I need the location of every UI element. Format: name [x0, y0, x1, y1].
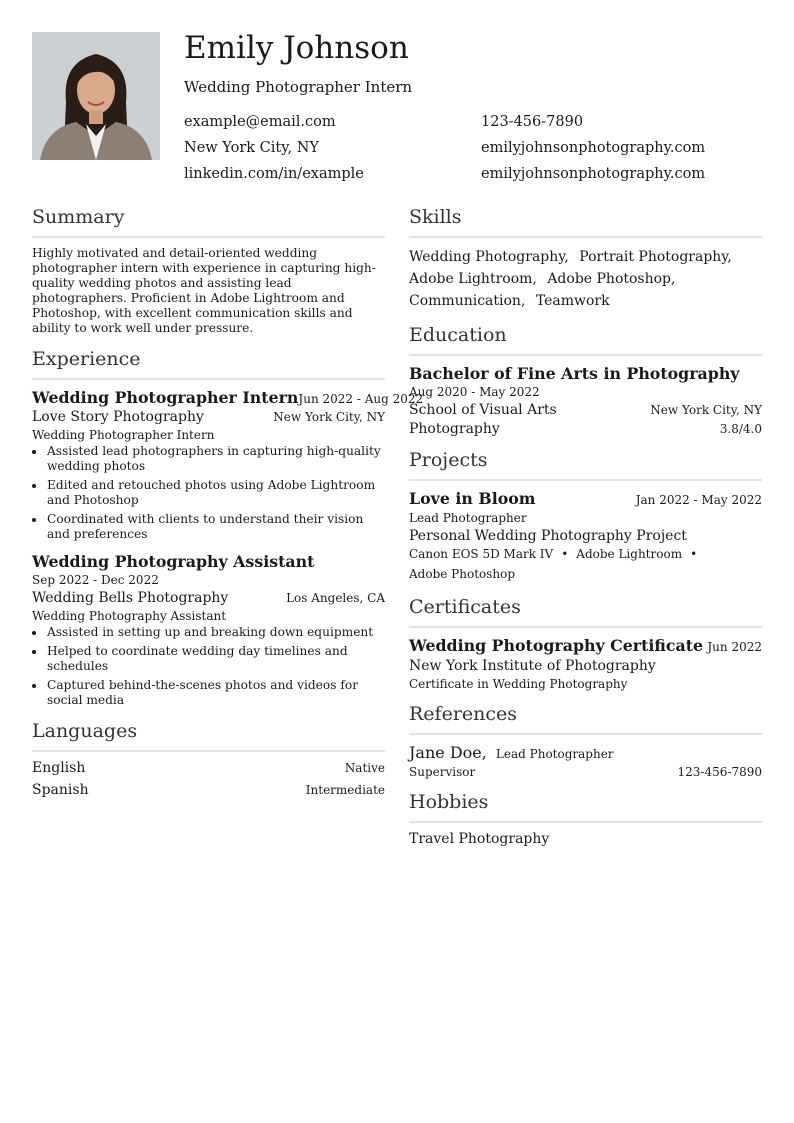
separator-dot: • — [690, 547, 698, 561]
education-heading: Education — [409, 324, 762, 356]
degree-name: Bachelor of Fine Arts in Photography — [409, 364, 740, 383]
skill-item: Teamwork — [535, 293, 610, 309]
language-row — [32, 782, 385, 798]
skill-item: Adobe Lightroom, — [409, 271, 537, 287]
right-column — [409, 206, 762, 859]
languages-heading: Languages — [32, 720, 385, 752]
school-name: School of Visual Arts — [409, 402, 557, 418]
bullet-item: • Assisted in setting up and breaking down equipment — [46, 625, 385, 640]
reference-name: Jane Doe, — [409, 743, 487, 762]
summary-text: Highly motivated and detail-oriented wedding photographer intern with experience in capturing high-quality wedding photos and assisting lead photographers. Proficient in Adobe Lightroom and Photoshop, with excellent communication skills and ability to work well under pressure. — [32, 246, 376, 335]
job-bullets — [32, 444, 385, 542]
project-name: Love in Bloom — [409, 489, 536, 508]
skills-list — [409, 246, 762, 312]
experience-heading: Experience — [32, 348, 385, 380]
candidate-title: Wedding Photographer Intern — [184, 78, 413, 96]
tool-item: Adobe Lightroom — [576, 547, 683, 561]
school-location: New York City, NY — [650, 403, 762, 417]
job-bullets — [32, 625, 385, 708]
language-name: Spanish — [32, 782, 89, 798]
certificate-name: Wedding Photography Certificate — [409, 636, 704, 655]
company-name: Love Story Photography — [32, 409, 204, 425]
languages-section — [32, 720, 385, 798]
candidate-name: Emily Johnson — [184, 30, 409, 66]
project-description: Personal Wedding Photography Project — [409, 528, 687, 544]
language-row — [32, 760, 385, 776]
education-gpa: 3.8/4.0 — [719, 422, 762, 436]
certificate-detail: Certificate in Wedding Photography — [409, 677, 628, 691]
project-tools — [409, 544, 762, 584]
certificate-date: Jun 2022 — [707, 640, 762, 654]
skill-item: Wedding Photography, — [409, 249, 569, 265]
language-level: Native — [344, 761, 385, 775]
experience-item — [32, 552, 385, 708]
skill-item: Communication, — [409, 293, 526, 309]
certificates-section — [409, 596, 762, 691]
location-text: New York City, NY — [184, 140, 319, 156]
profile-photo — [32, 32, 160, 160]
website-link[interactable]: emilyjohnsonphotography.com — [481, 140, 706, 156]
job-location: New York City, NY — [273, 410, 385, 424]
website-link-secondary[interactable]: emilyjohnsonphotography.com — [481, 166, 706, 182]
hobbies-heading: Hobbies — [409, 791, 762, 823]
job-role: Wedding Photographer Intern — [32, 428, 215, 442]
hobbies-section — [409, 791, 762, 847]
projects-section — [409, 449, 762, 584]
experience-section — [32, 348, 424, 708]
summary-section — [32, 206, 385, 336]
job-role: Wedding Photography Assistant — [32, 609, 227, 623]
skills-heading: Skills — [409, 206, 762, 238]
portrait-image — [32, 32, 160, 160]
skill-item: Portrait Photography, — [579, 249, 732, 265]
project-dates: Jan 2022 - May 2022 — [635, 493, 762, 507]
references-section — [409, 703, 762, 779]
tool-item: Adobe Photoshop — [409, 567, 516, 581]
tool-item: Canon EOS 5D Mark IV — [409, 547, 554, 561]
separator-dot: • — [561, 547, 569, 561]
skills-section — [409, 206, 762, 312]
left-column — [32, 206, 424, 810]
projects-heading: Projects — [409, 449, 762, 481]
certificate-issuer: New York Institute of Photography — [409, 658, 656, 674]
education-field: Photography — [409, 421, 500, 437]
reference-position: Lead Photographer — [495, 747, 614, 761]
job-title: Wedding Photography Assistant — [32, 552, 315, 571]
language-level: Intermediate — [305, 783, 385, 797]
language-name: English — [32, 760, 86, 776]
job-dates: Jun 2022 - Aug 2022 — [298, 392, 424, 406]
education-section — [409, 324, 762, 437]
reference-relation: Supervisor — [409, 765, 476, 779]
certificates-heading: Certificates — [409, 596, 762, 628]
company-name: Wedding Bells Photography — [32, 590, 229, 606]
bullet-item: • Captured behind-the-scenes photos and videos for social media — [46, 678, 385, 708]
bullet-item: • Edited and retouched photos using Adobe Lightroom and Photoshop — [46, 478, 385, 508]
summary-heading: Summary — [32, 206, 385, 238]
bullet-item: • Assisted lead photographers in capturing high-quality wedding photos — [46, 444, 385, 474]
bullet-item: • Coordinated with clients to understand their vision and preferences — [46, 512, 385, 542]
job-location: Los Angeles, CA — [286, 591, 385, 605]
email-link[interactable]: example@email.com — [184, 114, 336, 130]
project-role: Lead Photographer — [409, 511, 527, 525]
hobby-item: Travel Photography — [409, 831, 550, 847]
skill-item: Adobe Photoshop, — [547, 271, 676, 287]
job-title: Wedding Photographer Intern — [32, 388, 299, 407]
references-heading: References — [409, 703, 762, 735]
bullet-item: • Helped to coordinate wedding day timelines and schedules — [46, 644, 385, 674]
linkedin-link[interactable]: linkedin.com/in/example — [184, 166, 364, 182]
experience-item — [32, 388, 424, 542]
reference-phone: 123-456-7890 — [677, 765, 762, 779]
job-dates: Sep 2022 - Dec 2022 — [32, 573, 159, 587]
education-dates: Aug 2020 - May 2022 — [409, 385, 540, 399]
phone-text: 123-456-7890 — [481, 114, 584, 130]
